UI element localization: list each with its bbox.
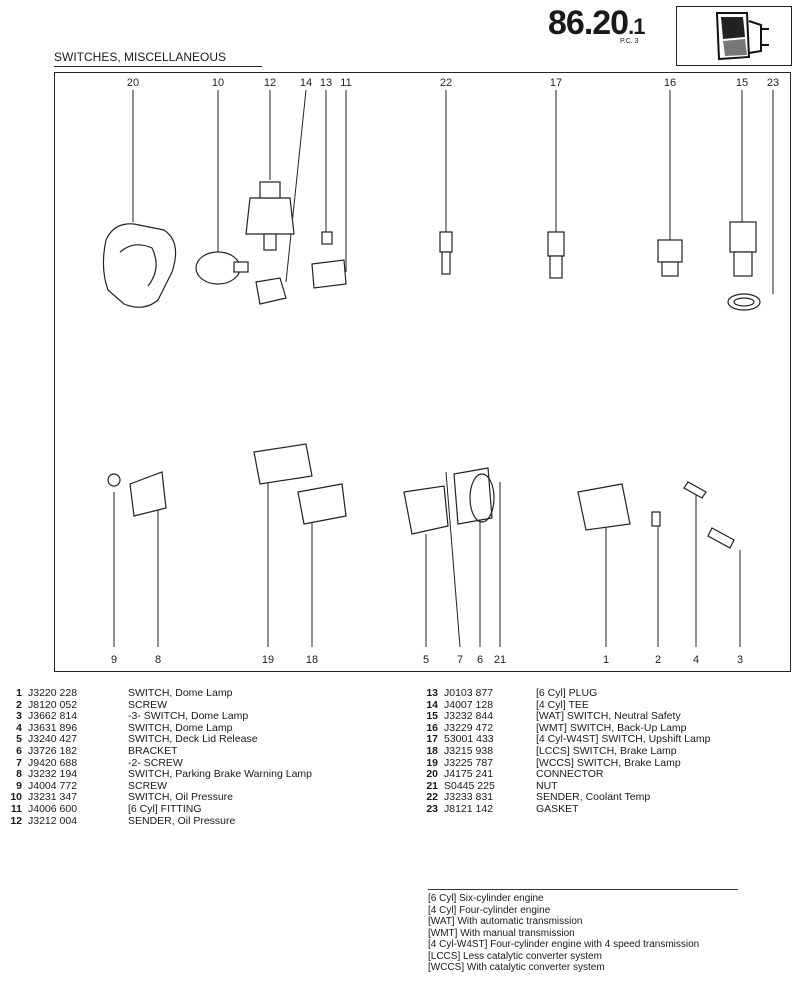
bottom-callouts	[111, 654, 743, 666]
part-illustrations	[103, 182, 760, 548]
part-description: GASKET	[536, 803, 579, 815]
part-description: SCREW	[128, 698, 168, 711]
part-number: J3233 831	[444, 791, 494, 804]
part-number: J3631 896	[28, 721, 78, 734]
part-row	[8, 700, 408, 711]
part-row	[8, 816, 408, 827]
part-description: [WMT] SWITCH, Back-Up Lamp	[536, 721, 687, 734]
part-number: J0103 877	[444, 687, 494, 699]
part-number: J3726 182	[28, 745, 78, 757]
part-callout-number: 13	[426, 687, 438, 699]
callout-17: 17	[549, 77, 563, 89]
part-number: J4004 772	[28, 779, 78, 792]
part-row	[424, 804, 794, 815]
callout-5: 5	[422, 654, 430, 666]
part-number: J3231 347	[28, 791, 78, 804]
pc-label: P.C. 3	[620, 38, 639, 45]
section-icon-box	[676, 6, 792, 66]
part-description: [WAT] SWITCH, Neutral Safety	[536, 710, 681, 723]
part-number: J4007 128	[444, 698, 494, 711]
part-callout-number: 16	[426, 721, 438, 734]
part-number: J3215 938	[444, 745, 494, 757]
part-callout-number: 21	[426, 779, 438, 792]
part-description: SWITCH, Deck Lid Release	[128, 733, 258, 746]
part-number: S0445 225	[444, 779, 495, 792]
rocker-switch-icon	[677, 7, 790, 64]
part-row	[424, 688, 794, 699]
top-callouts	[127, 77, 779, 89]
part-number: J3229 472	[444, 721, 494, 734]
part-row	[424, 746, 794, 757]
part-row	[424, 781, 794, 792]
part-description: -3- SWITCH, Dome Lamp	[128, 710, 249, 723]
part-callout-number: 22	[426, 791, 438, 804]
part-callout-number: 6	[16, 745, 22, 757]
legend-entry: [6 Cyl] Six-cylinder engine	[428, 893, 544, 904]
exploded-parts-diagram	[54, 72, 791, 672]
part-description: SWITCH, Dome Lamp	[128, 721, 233, 734]
legend-entry: [WAT] With automatic transmission	[428, 916, 583, 927]
part-callout-number: 11	[10, 803, 22, 815]
part-description: BRACKET	[128, 745, 178, 757]
parts-list-left	[8, 688, 408, 848]
callout-21: 21	[493, 654, 507, 666]
section-title: SWITCHES, MISCELLANEOUS	[54, 50, 227, 64]
part-row	[8, 734, 408, 745]
part-callout-number: 17	[426, 733, 438, 746]
part-number: J3232 844	[444, 710, 494, 723]
part-row	[8, 711, 408, 722]
callout-3: 3	[736, 654, 744, 666]
callout-20: 20	[126, 77, 140, 89]
part-number: J3662 814	[28, 710, 78, 723]
part-row	[424, 734, 794, 745]
part-number: 53001 433	[444, 733, 494, 746]
part-row	[424, 700, 794, 711]
part-number: J3225 787	[444, 756, 494, 769]
abbreviation-legend	[428, 893, 728, 974]
part-description: SWITCH, Oil Pressure	[128, 791, 234, 804]
callout-23: 23	[766, 77, 780, 89]
part-callout-number: 12	[10, 814, 22, 827]
callout-22: 22	[439, 77, 453, 89]
part-description: -2- SCREW	[128, 756, 183, 769]
part-description: NUT	[536, 779, 558, 792]
callout-19: 19	[261, 654, 275, 666]
callout-8: 8	[154, 654, 162, 666]
part-callout-number: 19	[426, 756, 438, 769]
part-callout-number: 14	[426, 698, 438, 711]
callout-11: 11	[340, 77, 352, 89]
part-row	[424, 792, 794, 803]
callout-10: 10	[211, 77, 225, 89]
part-callout-number: 23	[426, 803, 438, 815]
part-callout-number: 2	[16, 698, 22, 711]
callout-15: 15	[735, 77, 749, 89]
part-row	[8, 688, 408, 699]
part-row	[8, 758, 408, 769]
part-row	[8, 769, 408, 780]
part-description: [LCCS] SWITCH, Brake Lamp	[536, 745, 677, 757]
callout-13: 13	[319, 77, 333, 89]
part-row	[424, 769, 794, 780]
callout-1: 1	[602, 654, 610, 666]
title-underline	[54, 66, 262, 67]
legend-entry: [LCCS] Less catalytic converter system	[428, 950, 602, 962]
callout-4: 4	[692, 654, 700, 666]
part-description: SWITCH, Dome Lamp	[128, 687, 233, 699]
part-callout-number: 4	[16, 721, 22, 734]
part-description: [4 Cyl] TEE	[536, 698, 589, 711]
callout-6: 6	[476, 654, 484, 666]
part-callout-number: 10	[10, 791, 22, 804]
part-row	[8, 746, 408, 757]
callout-14: 14	[299, 77, 313, 89]
callout-2: 2	[654, 654, 662, 666]
part-description: [WCCS] SWITCH, Brake Lamp	[536, 756, 681, 769]
part-callout-number: 7	[16, 756, 22, 769]
part-number: J4175 241	[444, 768, 494, 781]
legend-entry: [4 Cyl-W4ST] Four-cylinder engine with 4 speed transmission	[428, 939, 700, 950]
part-row	[8, 723, 408, 734]
callout-18: 18	[305, 654, 319, 666]
part-callout-number: 8	[16, 768, 22, 781]
callout-16: 16	[663, 77, 677, 89]
part-callout-number: 18	[426, 745, 438, 757]
callout-12: 12	[263, 77, 277, 89]
part-row	[424, 711, 794, 722]
part-row	[8, 792, 408, 803]
callout-7: 7	[456, 654, 464, 666]
legend-entry: [WMT] With manual transmission	[428, 927, 575, 939]
part-number: J3212 004	[28, 814, 78, 827]
part-description: [6 Cyl] FITTING	[128, 803, 202, 815]
part-description: SCREW	[128, 779, 168, 792]
page-number: 86.20.1	[548, 4, 645, 42]
part-row	[424, 723, 794, 734]
part-description: [4 Cyl-W4ST] SWITCH, Upshift Lamp	[536, 733, 711, 746]
callout-9: 9	[110, 654, 118, 666]
part-description: SWITCH, Parking Brake Warning Lamp	[128, 768, 313, 781]
part-callout-number: 5	[16, 733, 22, 746]
part-description: CONNECTOR	[536, 768, 604, 781]
part-number: J9420 688	[28, 756, 78, 769]
part-callout-number: 3	[16, 710, 22, 723]
part-number: J3232 194	[28, 768, 78, 781]
part-number: J3220 228	[28, 687, 78, 699]
part-number: J3240 427	[28, 733, 78, 746]
legend-entry: [4 Cyl] Four-cylinder engine	[428, 904, 551, 916]
part-callout-number: 1	[16, 687, 22, 699]
part-row	[8, 781, 408, 792]
part-number: J8121 142	[444, 803, 494, 815]
legend-entry: [WCCS] With catalytic converter system	[428, 962, 605, 973]
part-description: SENDER, Coolant Temp	[536, 791, 651, 804]
parts-list-right	[424, 688, 794, 848]
part-number: J4006 600	[28, 803, 78, 815]
part-number: J8120 052	[28, 698, 78, 711]
part-row	[8, 804, 408, 815]
part-callout-number: 20	[426, 768, 438, 781]
part-row	[424, 758, 794, 769]
part-description: SENDER, Oil Pressure	[128, 814, 236, 827]
legend-rule	[428, 889, 738, 890]
part-callout-number: 9	[16, 779, 22, 792]
part-callout-number: 15	[426, 710, 438, 723]
part-description: [6 Cyl] PLUG	[536, 687, 598, 699]
